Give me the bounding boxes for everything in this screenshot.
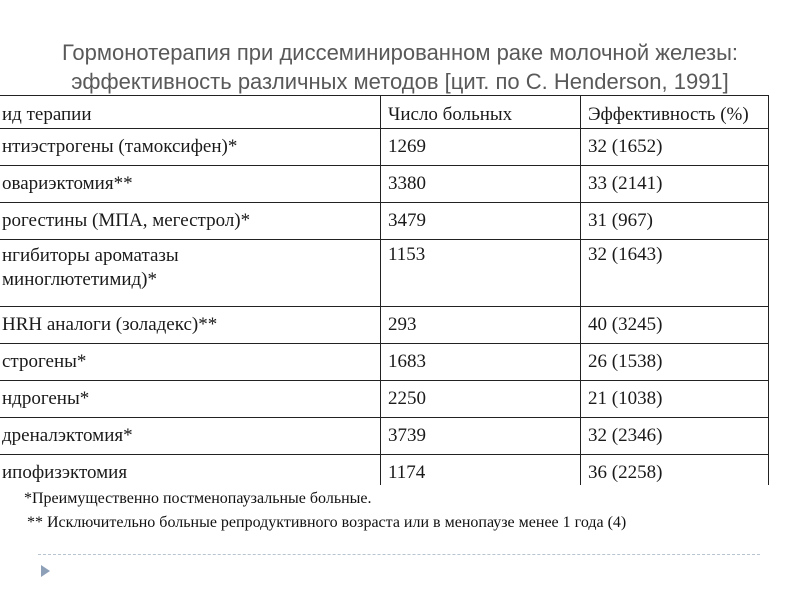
cell-patient-count: 1683 xyxy=(381,344,581,381)
cell-efficacy: 36 (2258) xyxy=(581,455,769,486)
therapy-table-container xyxy=(0,95,783,485)
cell-therapy: ндрогены* xyxy=(0,381,381,418)
table-row xyxy=(0,381,769,418)
cell-therapy: ипофизэктомия xyxy=(0,455,381,486)
cell-patient-count: 293 xyxy=(381,307,581,344)
table-row xyxy=(0,203,769,240)
dashed-separator xyxy=(38,554,760,555)
cell-patient-count: 1174 xyxy=(381,455,581,486)
table-row xyxy=(0,307,769,344)
cell-therapy: нтиэстрогены (тамоксифен)* xyxy=(0,129,381,166)
table-header-row xyxy=(0,96,769,129)
column-header-efficacy: Эффективность (%) xyxy=(581,96,769,129)
cell-therapy: овариэктомия** xyxy=(0,166,381,203)
cell-therapy-line-2: миноглютетимид)* xyxy=(2,269,158,290)
cell-efficacy: 32 (1643) xyxy=(581,240,769,307)
slide-title-line-2: эффективность различных методов [цит. по С. Henderson, 1991] xyxy=(71,69,729,94)
cell-patient-count: 3380 xyxy=(381,166,581,203)
cell-therapy: HRH аналоги (золадекс)** xyxy=(0,307,381,344)
triangle-bullet-icon xyxy=(41,565,50,577)
column-header-patient-count: Число больных xyxy=(381,96,581,129)
cell-efficacy: 21 (1038) xyxy=(581,381,769,418)
slide-title xyxy=(0,38,800,96)
cell-therapy: рогестины (МПА, мегестрол)* xyxy=(0,203,381,240)
cell-patient-count: 3739 xyxy=(381,418,581,455)
table-row xyxy=(0,129,769,166)
table-row xyxy=(0,455,769,486)
cell-patient-count: 2250 xyxy=(381,381,581,418)
cell-patient-count: 1269 xyxy=(381,129,581,166)
cell-therapy-line-1: нгибиторы ароматазы xyxy=(2,245,179,266)
cell-efficacy: 32 (2346) xyxy=(581,418,769,455)
cell-efficacy: 31 (967) xyxy=(581,203,769,240)
cell-therapy: строгены* xyxy=(0,344,381,381)
cell-therapy: дреналэктомия* xyxy=(0,418,381,455)
slide-title-line-1: Гормонотерапия при диссеминированном раке молочной железы: xyxy=(61,40,739,65)
cell-patient-count: 1153 xyxy=(381,240,581,307)
table-row xyxy=(0,166,769,203)
footnote-reproductive-age: ** Исключительно больные репродуктивного возраста или в менопаузе менее 1 года (4) xyxy=(27,514,627,531)
table-row xyxy=(0,240,769,307)
cell-therapy xyxy=(0,240,381,307)
column-header-therapy: ид терапии xyxy=(0,96,381,129)
table-row xyxy=(0,418,769,455)
cell-efficacy: 32 (1652) xyxy=(581,129,769,166)
footnote-postmenopausal: *Преимущественно постменопаузальные больные. xyxy=(24,490,372,507)
cell-patient-count: 3479 xyxy=(381,203,581,240)
table-row xyxy=(0,344,769,381)
cell-efficacy: 26 (1538) xyxy=(581,344,769,381)
therapy-efficacy-table xyxy=(0,95,769,485)
cell-efficacy: 33 (2141) xyxy=(581,166,769,203)
cell-efficacy: 40 (3245) xyxy=(581,307,769,344)
